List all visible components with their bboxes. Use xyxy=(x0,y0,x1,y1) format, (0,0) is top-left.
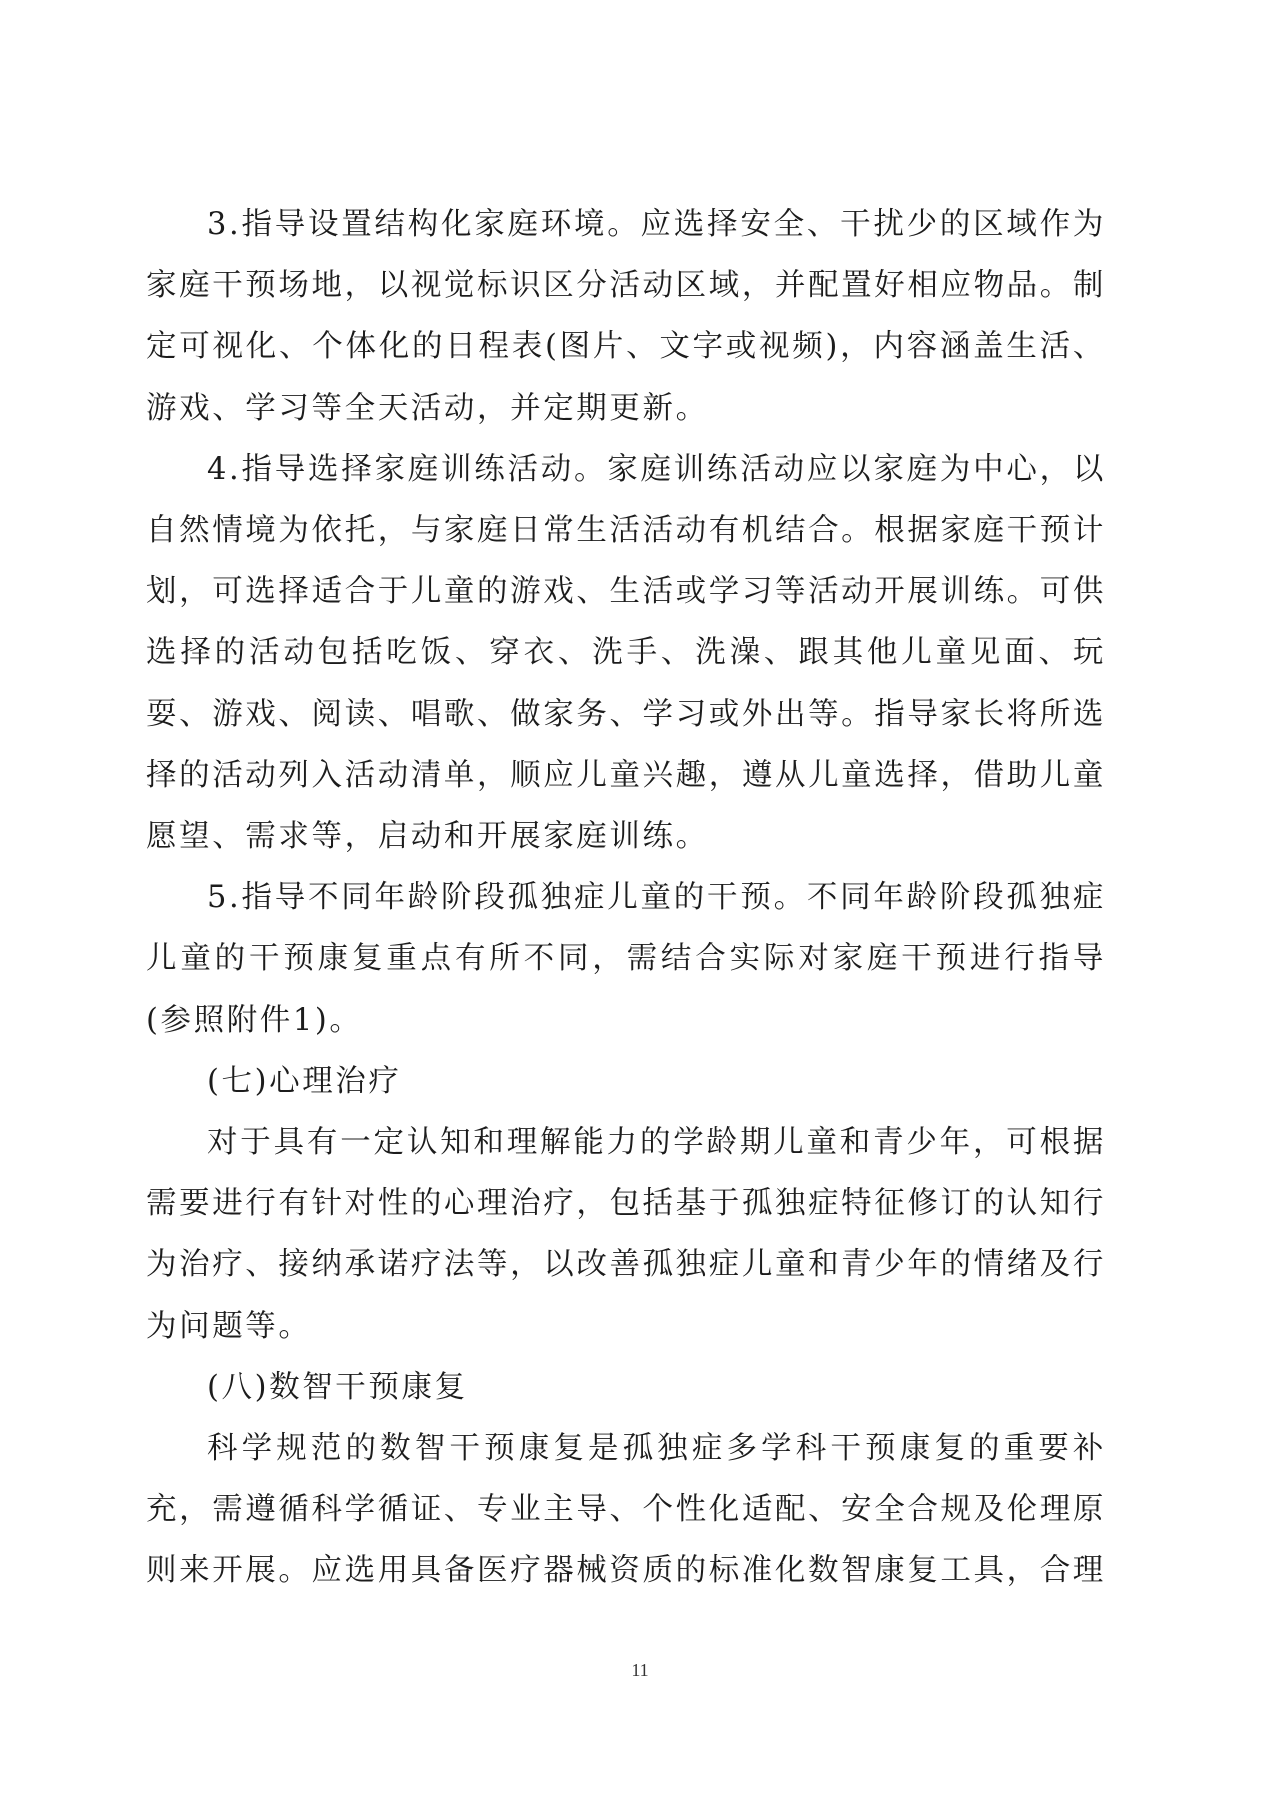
paragraph-psychotherapy: 对于具有一定认知和理解能力的学龄期儿童和青少年，可根据需要进行有针对性的心理治疗，包括基于孤独症特征修订的认知行为治疗、接纳承诺疗法等，以改善孤独症儿童和青少年的情绪及行为问题等。 xyxy=(146,1125,1106,1344)
paragraph-age-stage-intervention: 5.指导不同年龄阶段孤独症儿童的干预。不同年龄阶段孤独症儿童的干预康复重点有所不同，需结合实际对家庭干预进行指导(参照附件1)。 xyxy=(146,880,1106,1038)
page-content xyxy=(146,194,1106,1602)
paragraph-digital-rehabilitation: 科学规范的数智干预康复是孤独症多学科干预康复的重要补充，需遵循科学循证、专业主导、个性化适配、安全合规及伦理原则来开展。应选用具备医疗器械资质的标准化数智康复工具，合理 xyxy=(146,1431,1106,1589)
page-number: 11 xyxy=(631,1660,649,1680)
section-heading-digital-rehabilitation: (八)数智干预康复 xyxy=(207,1369,468,1405)
section-heading-psychotherapy: (七)心理治疗 xyxy=(207,1063,402,1099)
paragraph-home-training-activities: 4.指导选择家庭训练活动。家庭训练活动应以家庭为中心，以自然情境为依托，与家庭日常生活活动有机结合。根据家庭干预计划，可选择适合于儿童的游戏、生活或学习等活动开展训练。可供选择的活动包括吃饭、穿衣、洗手、洗澡、跟其他儿童见面、玩耍、游戏、阅读、唱歌、做家务、学习或外出等。指导家长将所选择的活动列入活动清单，顺应儿童兴趣，遵从儿童选择，借助儿童愿望、需求等，启动和开展家庭训练。 xyxy=(146,451,1106,855)
paragraph-structured-home-environment: 3.指导设置结构化家庭环境。应选择安全、干扰少的区域作为家庭干预场地，以视觉标识区分活动区域，并配置好相应物品。制定可视化、个体化的日程表(图片、文字或视频)，内容涵盖生活、游戏、学习等全天活动，并定期更新。 xyxy=(146,207,1106,426)
